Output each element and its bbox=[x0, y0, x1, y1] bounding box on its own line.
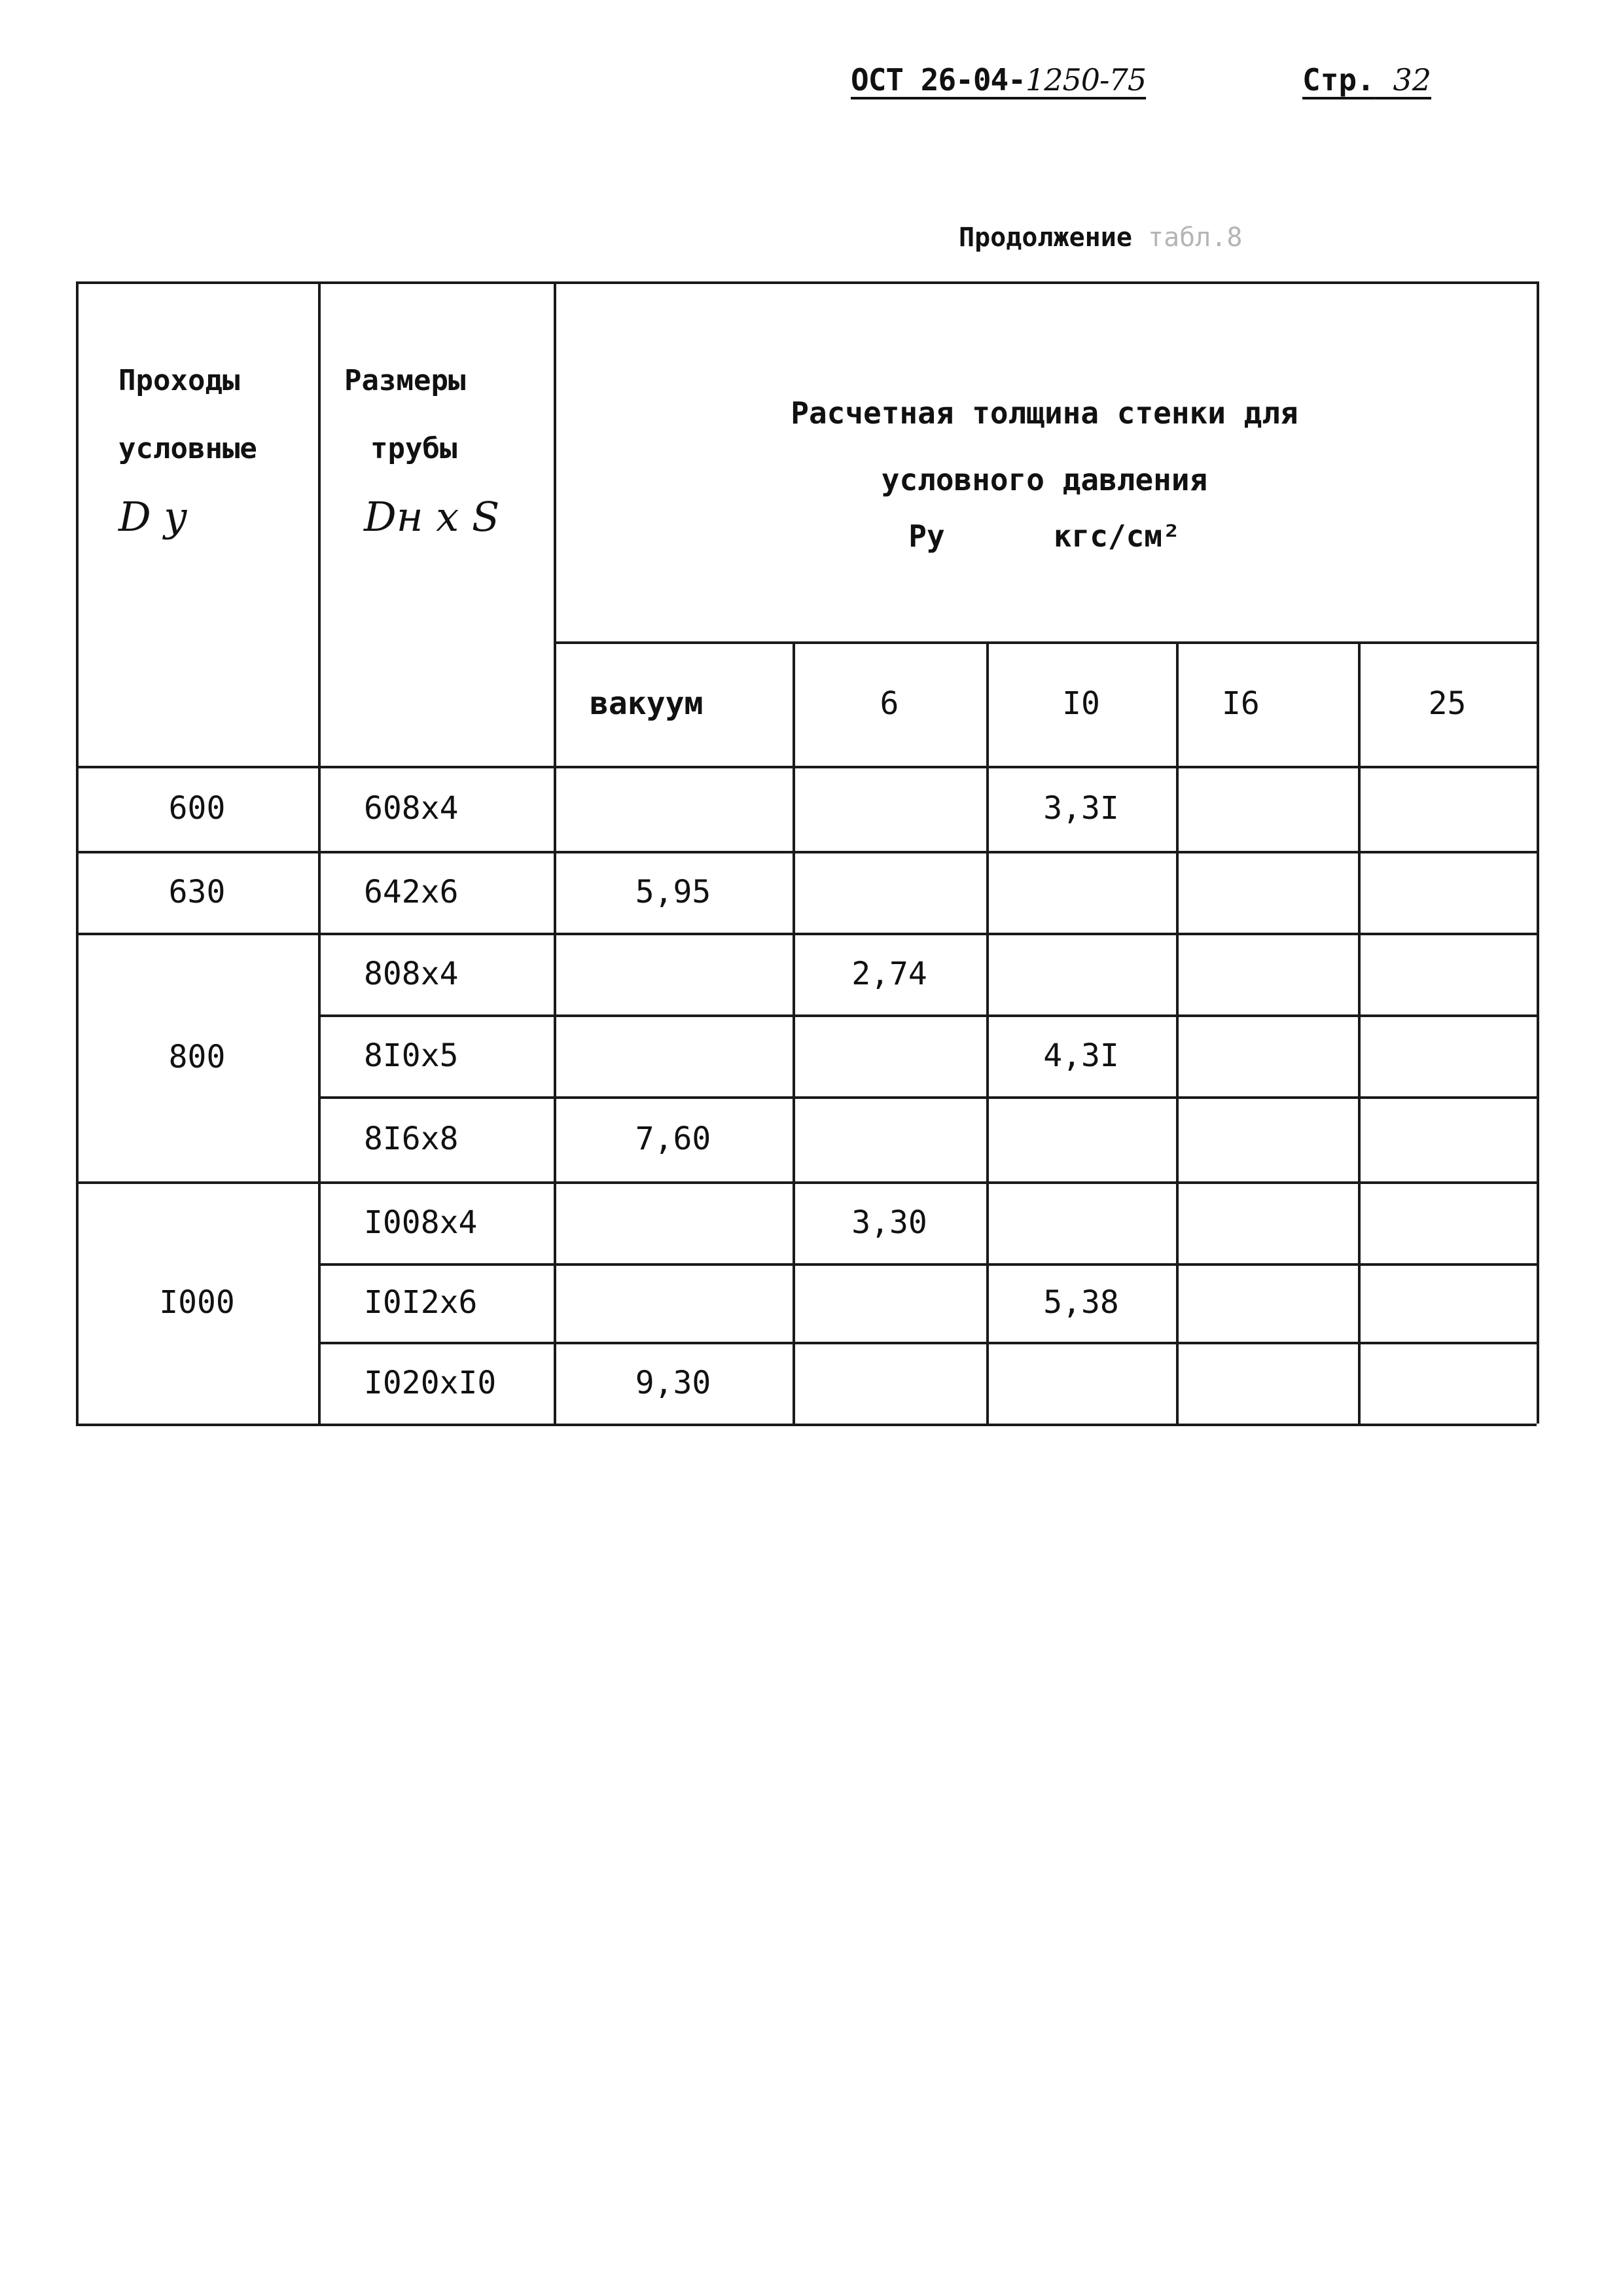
grid-line-vertical bbox=[1176, 641, 1179, 1424]
thickness-value-cell: 3,30 bbox=[851, 1204, 927, 1241]
pipe-size-cell: 8I6x8 bbox=[364, 1121, 459, 1157]
pressure-col-25: 25 bbox=[1428, 685, 1467, 722]
grid-line-horizontal bbox=[554, 641, 1537, 644]
grid-line-vertical bbox=[986, 641, 989, 1424]
continuation-label: Продолжение bbox=[959, 223, 1132, 253]
pipe-size-cell: I0I2x6 bbox=[364, 1284, 478, 1321]
grid-line-horizontal bbox=[76, 281, 1537, 284]
pipe-size-cell: I020xI0 bbox=[364, 1364, 497, 1401]
grid-line-horizontal bbox=[318, 1014, 1537, 1017]
col-dy-header-line1: Проходы bbox=[118, 364, 240, 397]
nominal-diameter-cell: I000 bbox=[159, 1284, 235, 1321]
nominal-diameter-cell: 630 bbox=[168, 873, 226, 910]
col-size-header-line1: Размеры bbox=[344, 364, 466, 397]
col-dy-header-line2: условные bbox=[118, 432, 257, 465]
grid-line-vertical bbox=[318, 281, 321, 1424]
thickness-header-line2: условного давления bbox=[881, 462, 1208, 497]
col-size-header-line2: трубы bbox=[370, 432, 457, 465]
table-continuation bbox=[959, 223, 1243, 253]
grid-line-vertical bbox=[1358, 641, 1361, 1424]
grid-line-horizontal bbox=[76, 766, 1537, 768]
document-code bbox=[851, 62, 1146, 98]
col-size-header bbox=[344, 347, 499, 551]
grid-line-horizontal bbox=[76, 851, 1537, 853]
grid-line-horizontal bbox=[76, 933, 1537, 935]
pipe-size-cell: 608x4 bbox=[364, 790, 459, 827]
grid-line-horizontal bbox=[318, 1096, 1537, 1099]
pressure-col-10: I0 bbox=[1062, 685, 1100, 722]
wall-thickness-table bbox=[76, 281, 1537, 1420]
col-size-symbol: Dн х S bbox=[364, 493, 500, 541]
document-code-printed: ОСТ 26-04- bbox=[851, 62, 1026, 98]
thickness-header bbox=[554, 380, 1535, 569]
pressure-col-16: I6 bbox=[1222, 685, 1260, 722]
col-dy-header bbox=[118, 347, 257, 551]
page-number: 32 bbox=[1393, 62, 1432, 98]
thickness-value-cell: 2,74 bbox=[851, 955, 927, 992]
pipe-size-cell: 8I0x5 bbox=[364, 1037, 459, 1074]
pipe-size-cell: 642x6 bbox=[364, 873, 459, 910]
grid-line-vertical bbox=[1537, 281, 1539, 1424]
pressure-col-vacuum: вакуум bbox=[590, 685, 704, 722]
nominal-diameter-cell: 600 bbox=[168, 790, 226, 827]
page-label: Стр. bbox=[1302, 62, 1375, 98]
col-dy-symbol: D у bbox=[118, 493, 188, 541]
pipe-size-cell: 808x4 bbox=[364, 955, 459, 992]
continuation-table-ref: табл.8 bbox=[1148, 223, 1243, 253]
thickness-header-line3: Py кгс/см² bbox=[908, 518, 1181, 554]
document-code-handwritten: 1250-75 bbox=[1025, 62, 1147, 98]
pressure-col-6: 6 bbox=[880, 685, 899, 722]
grid-line-vertical bbox=[554, 281, 556, 1424]
nominal-diameter-cell: 800 bbox=[168, 1039, 226, 1075]
pipe-size-cell: I008x4 bbox=[364, 1204, 478, 1241]
grid-line-horizontal bbox=[76, 1424, 1537, 1426]
thickness-value-cell: 9,30 bbox=[635, 1364, 711, 1401]
thickness-value-cell: 5,38 bbox=[1043, 1284, 1119, 1321]
thickness-header-line1: Расчетная толщина стенки для bbox=[791, 395, 1298, 431]
thickness-value-cell: 7,60 bbox=[635, 1121, 711, 1157]
grid-line-horizontal bbox=[318, 1342, 1537, 1344]
thickness-value-cell: 4,3I bbox=[1043, 1037, 1119, 1074]
thickness-value-cell: 5,95 bbox=[635, 873, 711, 910]
thickness-value-cell: 3,3I bbox=[1043, 790, 1119, 827]
grid-line-horizontal bbox=[76, 1181, 1537, 1184]
grid-line-vertical bbox=[793, 641, 795, 1424]
grid-line-horizontal bbox=[318, 1263, 1537, 1266]
page-number-label bbox=[1302, 62, 1431, 98]
grid-line-vertical bbox=[76, 281, 79, 1424]
